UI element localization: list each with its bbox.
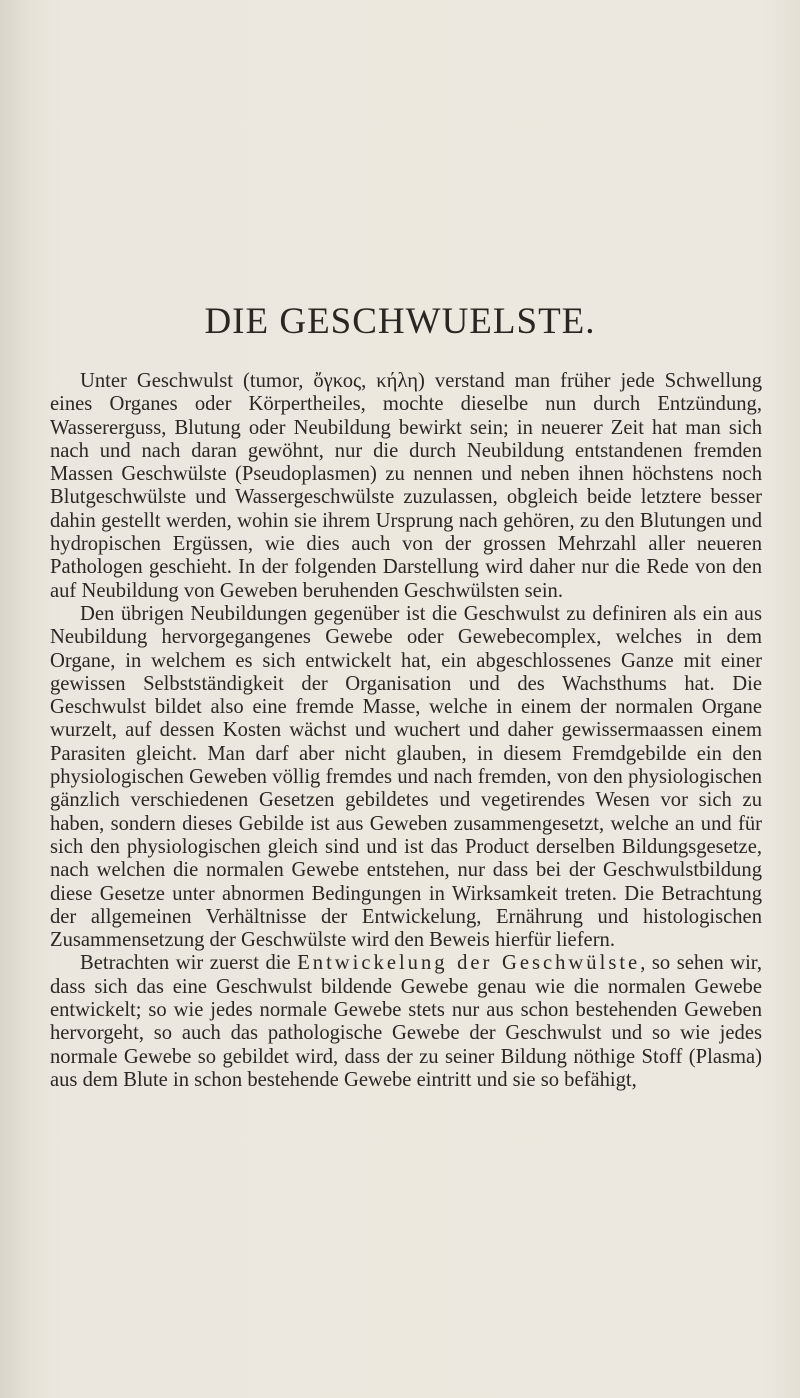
- chapter-heading: DIE GESCHWUELSTE.: [204, 301, 596, 342]
- body-text: [50, 370, 762, 1092]
- paragraph-3-spaced-term: Entwickelung der Geschwülste: [297, 952, 641, 975]
- paragraph-2: Den übrigen Neubildungen gegenüber ist die Geschwulst zu definiren als ein aus Neubildung hervorgegangenes Gewebe oder Gewebecomplex, welches in dem Organe, in welchem es sich entwickelt hat, ein abgeschlossenes Ganze mit einer gewissen Selbstständigkeit der Organisation und des Wachsthums hat. Die Geschwulst bildet also eine fremde Masse, welche in einem der normalen Organe wurzelt, auf dessen Kosten wächst und wuchert und daher gewissermaassen einem Parasiten gleicht. Man darf aber nicht glauben, in diesem Fremdgebilde ein den physiologischen Geweben völlig fremdes und nach fremden, von den physiologischen gänzlich verschiedenen Gesetzen gebildetes und vegetirendes Wesen vor sich zu haben, sondern dieses Gebilde ist aus Geweben zusammengesetzt, welche an und für sich den physiologischen gleich sind und ist das Product derselben Bildungsgesetze, nach welchen die normalen Gewebe entstehen, nur dass bei der Geschwulstbildung diese Gesetze unter abnormen Bedingungen in Wirksamkeit treten. Die Betrachtung der allgemeinen Verhältnisse der Entwickelung, Ernährung und histologischen Zusammensetzung der Geschwülste wird den Beweis hierfür liefern.: [50, 602, 762, 952]
- paragraph-3-lead: Betrachten wir zuerst die: [80, 952, 298, 975]
- paragraph-1: Unter Geschwulst (tumor, ὄγκος, κήλη) verstand man früher jede Schwellung eines Organes oder Körpertheiles, mochte dieselbe nun durch Entzündung, Wassererguss, Blutung oder Neubildung bewirkt sein; in neuerer Zeit hat man sich nach und nach daran gewöhnt, nur die durch Neubildung entstandenen fremden Massen Geschwülste (Pseudoplasmen) zu nennen und neben ihnen höchstens noch Blutgeschwülste und Wassergeschwülste zuzulassen, obgleich beide letztere besser dahin gestellt werden, wohin sie ihrem Ursprung nach gehören, zu den Blutungen und hydropischen Ergüssen, wie dies auch von der grossen Mehrzahl aller neueren Pathologen geschieht. In der folgenden Darstellung wird daher nur die Rede von den auf Neubildung von Geweben beruhenden Geschwülsten sein.: [50, 370, 762, 602]
- paragraph-3-rest: , so sehen wir, dass sich das eine Geschwulst bildende Gewebe genau wie die normalen Gewebe entwickelt; so wie jedes normale Gewebe stets nur aus schon bestehenden Geweben hervorgeht, so auch das pathologische Gewebe der Geschwulst und so wie jedes normale Gewebe so gebildet wird, dass der zu seiner Bildung nöthige Stoff (Plasma) aus dem Blute in schon bestehende Gewebe eintritt und sie so befähigt,: [50, 952, 762, 1091]
- paragraph-3: [50, 952, 762, 1092]
